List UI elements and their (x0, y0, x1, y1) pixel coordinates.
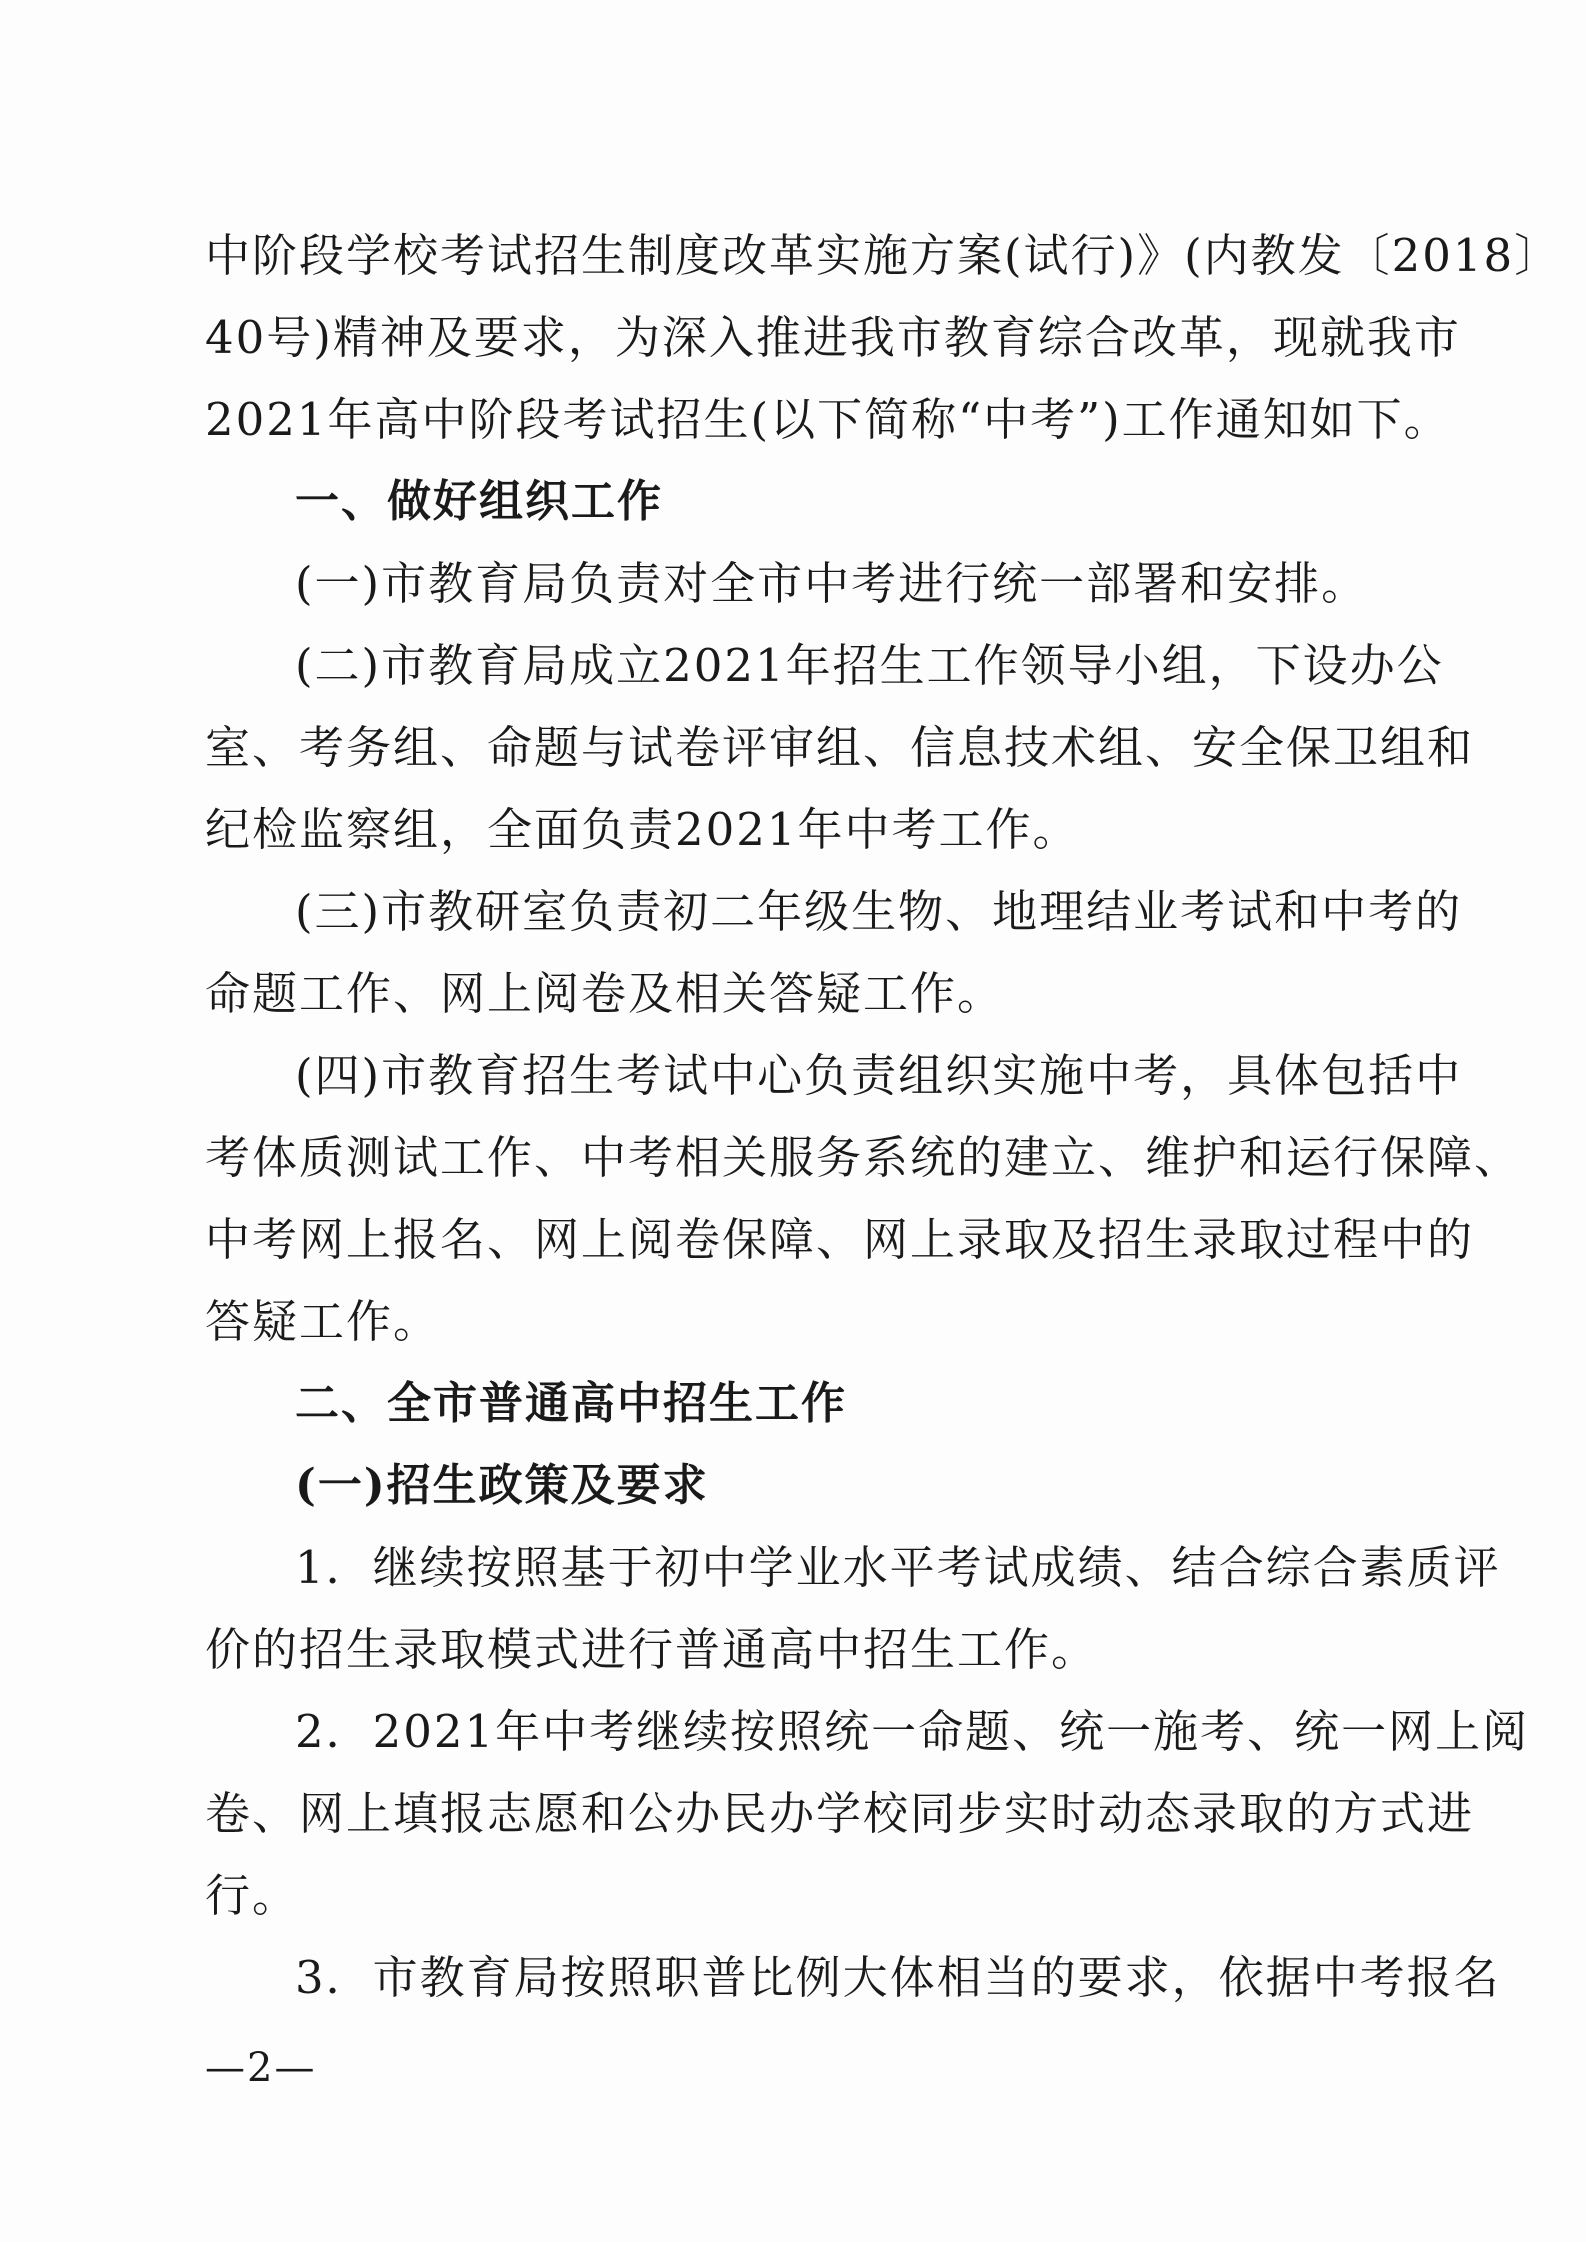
body-line: 40号)精神及要求，为深入推进我市教育综合改革，现就我市 (205, 311, 1461, 364)
body-line: 3．市教育局按照职普比例大体相当的要求，依据中考报名 (295, 1951, 1501, 2004)
body-line: 2．2021年中考继续按照统一命题、统一施考、统一网上阅 (295, 1705, 1530, 1758)
body-line: 中考网上报名、网上阅卷保障、网上录取及招生录取过程中的 (205, 1213, 1475, 1266)
body-line: 答疑工作。 (205, 1295, 441, 1348)
body-line: (二)市教育局成立2021年招生工作领导小组，下设办公 (295, 639, 1444, 692)
body-line: 价的招生录取模式进行普通高中招生工作。 (205, 1623, 1099, 1676)
body-line: 1．继续按照基于初中学业水平考试成绩、结合综合素质评 (295, 1541, 1501, 1594)
body-line: 中阶段学校考试招生制度改革实施方案(试行)》(内教发〔2018〕 (205, 229, 1562, 282)
body-line: (四)市教育招生考试中心负责组织实施中考，具体包括中 (295, 1049, 1463, 1102)
subsection-heading: (一)招生政策及要求 (295, 1460, 709, 1511)
section-heading-1: 一、做好组织工作 (295, 476, 663, 527)
page-number: —2— (205, 2045, 317, 2091)
section-heading-2: 二、全市普通高中招生工作 (295, 1378, 847, 1429)
body-line: 考体质测试工作、中考相关服务系统的建立、维护和运行保障、 (205, 1131, 1522, 1184)
body-line: (三)市教研室负责初二年级生物、地理结业考试和中考的 (295, 885, 1463, 938)
body-line: 行。 (205, 1869, 300, 1922)
body-line: 室、考务组、命题与试卷评审组、信息技术组、安全保卫组和 (205, 721, 1475, 774)
body-line: 2021年高中阶段考试招生(以下简称“中考”)工作通知如下。 (205, 393, 1451, 446)
body-line: 纪检监察组，全面负责2021年中考工作。 (205, 803, 1080, 856)
body-line: (一)市教育局负责对全市中考进行统一部署和安排。 (295, 557, 1369, 610)
body-line: 卷、网上填报志愿和公办民办学校同步实时动态录取的方式进 (205, 1787, 1475, 1840)
body-line: 命题工作、网上阅卷及相关答疑工作。 (205, 967, 1005, 1020)
document-body (205, 215, 1562, 2019)
